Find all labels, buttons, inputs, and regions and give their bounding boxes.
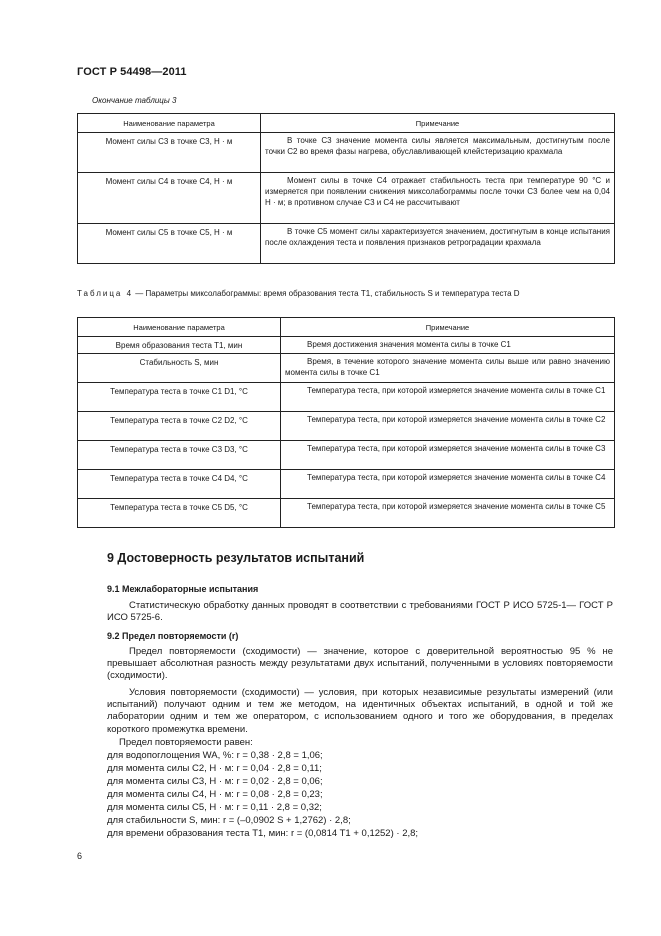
table-row [78, 441, 615, 470]
table3-param-cell: Момент силы C3 в точке C3, Н · м [78, 133, 261, 173]
paragraph-repeatability-definition: Предел повторяемости (сходимости) — значение, которое с доверительной вероятностью 95 % не превышает абсолютная разность между результатами двух испытаний, полученными в условиях повторяемости (сходимости). [107, 646, 613, 682]
table4-caption-prefix: Таблица 4 [77, 289, 134, 298]
table4-param-cell: Температура теста в точке C3 D3, °C [78, 441, 281, 470]
table3-col1-header: Наименование параметра [78, 114, 261, 133]
table3-note-cell: В точке С3 значение момента силы является максимальным, достигнутым после точки С2 во время фазы нагрева, обуславливающей клейстеризацию крахмала [261, 133, 615, 173]
table-header-row [78, 318, 615, 337]
table4-col1-header: Наименование параметра [78, 318, 281, 337]
formula-line: для момента силы C4, Н · м: r = 0,08 · 2,8 = 0,23; [107, 789, 323, 800]
table4-note-cell: Температура теста, при которой измеряется значение момента силы в точке C4 [281, 470, 615, 499]
table-row [78, 412, 615, 441]
formula-line: для момента силы C2, Н · м: r = 0,04 · 2,8 = 0,11; [107, 763, 322, 774]
table4-col2-header: Примечание [281, 318, 615, 337]
formula-line: для времени образования теста T1, мин: r = (0,0814 T1 + 0,1252) · 2,8; [107, 828, 419, 839]
table4-param-cell: Стабильность S, мин [78, 354, 281, 383]
table4-note-cell: Температура теста, при которой измеряется значение момента силы в точке C2 [281, 412, 615, 441]
table-row [78, 337, 615, 354]
table4-param-cell: Температура теста в точке C2 D2, °C [78, 412, 281, 441]
table-row [78, 354, 615, 383]
table4-note-cell: Температура теста, при которой измеряется значение момента силы в точке C3 [281, 441, 615, 470]
table-3 [77, 113, 615, 264]
table4-note-cell: Время, в течение которого значение момента силы выше или равно значению момента силы в точке C1 [281, 354, 615, 383]
document-header: ГОСТ Р 54498—2011 [77, 66, 187, 78]
section-9-title: 9 Достоверность результатов испытаний [107, 551, 365, 565]
section-9-2-title: 9.2 Предел повторяемости (r) [107, 631, 239, 641]
table4-param-cell: Температура теста в точке C5 D5, °C [78, 499, 281, 528]
paragraph-repeatability-conditions: Условия повторяемости (сходимости) — условия, при которых независимые результаты измерений (или испытаний) получают одним и тем же методом, на идентичных объектах испытаний, в одной и той же лаборатории одним и тем же оператором, с использованием одного и того же оборудования, в пределах короткого промежутка времени. [107, 687, 613, 735]
formula-line: для момента силы C5, Н · м: r = 0,11 · 2,8 = 0,32; [107, 802, 322, 813]
table-header-row [78, 114, 615, 133]
table4-caption [77, 288, 613, 299]
table3-param-cell: Момент силы C4 в точке C4, Н · м [78, 173, 261, 224]
table4-note-cell: Температура теста, при которой измеряется значение момента силы в точке C5 [281, 499, 615, 528]
table4-param-cell: Температура теста в точке C1 D1, °C [78, 383, 281, 412]
table3-note-cell: Момент силы в точке С4 отражает стабильность теста при температуре 90 °С и измеряется при появлении снижения миксолабограммы после точки С3 более чем на 0,04 Н · м; в противном случае C3 и C4 не рассчитывают [261, 173, 615, 224]
table-row [78, 383, 615, 412]
table3-continuation-label: Окончание таблицы 3 [92, 96, 177, 105]
formula-line: для водопоглощения WA, %: r = 0,38 · 2,8 = 1,06; [107, 750, 323, 761]
table-row [78, 133, 615, 173]
table4-note-cell: Температура теста, при которой измеряется значение момента силы в точке C1 [281, 383, 615, 412]
table4-param-cell: Температура теста в точке C4 D4, °C [78, 470, 281, 499]
table-row [78, 173, 615, 224]
table4-param-cell: Время образования теста T1, мин [78, 337, 281, 354]
formula-line: для момента силы C3, Н · м: r = 0,02 · 2,8 = 0,06; [107, 776, 323, 787]
section-9-1-title: 9.1 Межлабораторные испытания [107, 584, 259, 594]
table-4 [77, 317, 615, 528]
table-row [78, 470, 615, 499]
table4-note-cell: Время достижения значения момента силы в точке C1 [281, 337, 615, 354]
page-number: 6 [77, 851, 83, 861]
table3-note-cell: В точке С5 момент силы характеризуется значением, достигнутым в конце испытания после охлаждения теста и появления признаков ретроградации крахмала [261, 224, 615, 264]
table4-caption-text: — Параметры миксолабограммы: время образования теста T1, стабильность S и температура теста D [133, 289, 520, 298]
table3-param-cell: Момент силы C5 в точке C5, Н · м [78, 224, 261, 264]
table3-col2-header: Примечание [261, 114, 615, 133]
section-9-1-text: Статистическую обработку данных проводят в соответствии с требованиями ГОСТ Р ИСО 5725-1— ГОСТ Р ИСО 5725-6. [107, 600, 613, 624]
table-row [78, 499, 615, 528]
table-row [78, 224, 615, 264]
formula-line: для стабильности S, мин: r = (–0,0902 S + 1,2762) · 2,8; [107, 815, 351, 826]
paragraph-limit-intro: Предел повторяемости равен: [119, 737, 253, 748]
